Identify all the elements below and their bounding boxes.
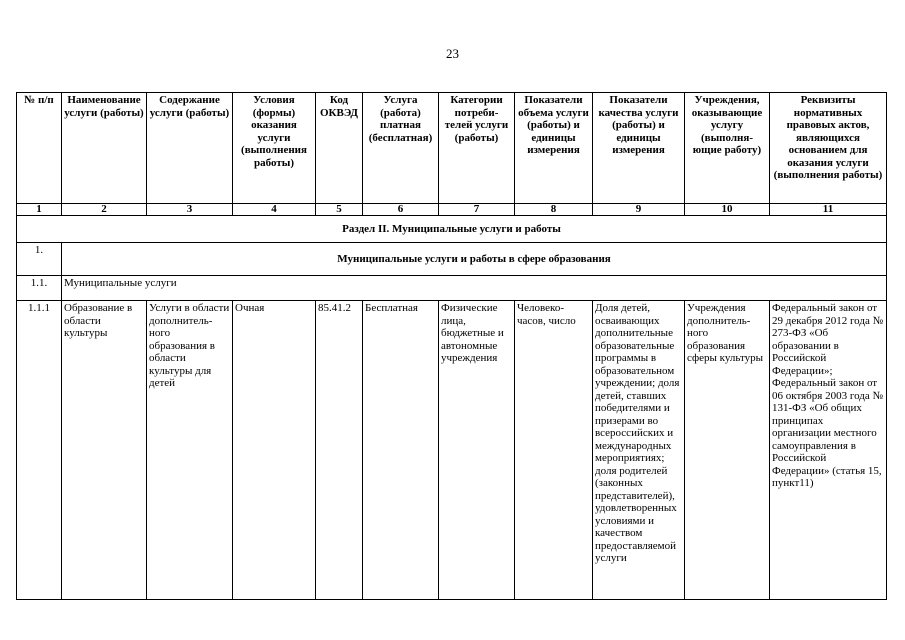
column-number: 2: [62, 204, 147, 216]
services-table: [16, 92, 887, 600]
section-title: Раздел II. Муниципальные услуги и работы: [17, 216, 887, 243]
column-number: 1: [17, 204, 62, 216]
column-number: 7: [439, 204, 515, 216]
column-number: 3: [147, 204, 233, 216]
column-number: 11: [770, 204, 887, 216]
paid-status: Бесплатная: [363, 301, 439, 600]
column-number: 4: [233, 204, 316, 216]
consumer-categories: Физические лица, бюджетные и автономные учреждения: [439, 301, 515, 600]
page-number: 23: [446, 46, 459, 61]
row-number: 1.1.1: [17, 301, 62, 600]
header-cell-volume: Показатели объема услуги (работы) и единицы измерения: [515, 93, 593, 204]
header-cell-institutions: Учреждения, оказывающие услугу (выполня-ющие работу): [685, 93, 770, 204]
quality-indicators: Доля детей, осваивающих дополнительные образовательные программы в образовательном учреждении; доля детей, ставших победителями и призерами во всероссийских и международных мероприятиях; доля родителей (законных представителей), удовлетворенных условиями и качеством предоставляемой услуги: [593, 301, 685, 600]
subsubsection-title: Муниципальные услуги: [62, 276, 887, 301]
subsubsection-row: [17, 276, 887, 301]
column-number: 6: [363, 204, 439, 216]
column-number: 5: [316, 204, 363, 216]
header-cell-consumers: Категории потреби-телей услуги (работы): [439, 93, 515, 204]
column-number: 10: [685, 204, 770, 216]
service-name: Образование в области культуры: [62, 301, 147, 600]
header-cell-legal-acts: Реквизиты нормативных правовых актов, являющихся основанием для оказания услуги (выполнения работы): [770, 93, 887, 204]
providing-institutions: Учреждения дополнитель-ного образования сферы культуры: [685, 301, 770, 600]
service-form: Очная: [233, 301, 316, 600]
table-row: [17, 301, 887, 600]
header-cell-okved: Код ОКВЭД: [316, 93, 363, 204]
header-cell-paid: Услуга (работа) платная (бесплатная): [363, 93, 439, 204]
subsection-number: 1.: [17, 243, 62, 276]
okved-code: 85.41.2: [316, 301, 363, 600]
header-cell-form: Условия (формы) оказания услуги (выполнения работы): [233, 93, 316, 204]
header-cell-content: Содержание услуги (работы): [147, 93, 233, 204]
header-cell-number: № п/п: [17, 93, 62, 204]
service-content: Услуги в области дополнитель-ного образования в области культуры для детей: [147, 301, 233, 600]
subsection-row: [17, 243, 887, 276]
header-row: [17, 93, 887, 204]
column-number: 9: [593, 204, 685, 216]
section-row: [17, 216, 887, 243]
column-number-row: [17, 204, 887, 216]
column-number: 8: [515, 204, 593, 216]
header-cell-quality: Показатели качества услуги (работы) и единицы измерения: [593, 93, 685, 204]
subsection-title: Муниципальные услуги и работы в сфере образования: [62, 243, 887, 276]
legal-acts: Федеральный закон от 29 декабря 2012 года № 273-ФЗ «Об образовании в Российской Федерации»; Федеральный закон от 06 октября 2003 года № 131-ФЗ «Об общих принципах организации местного самоуправления в Российской Федерации» (статья 15, пункт11): [770, 301, 887, 600]
volume-indicators: Человеко-часов, число: [515, 301, 593, 600]
header-cell-name: Наименование услуги (работы): [62, 93, 147, 204]
subsubsection-number: 1.1.: [17, 276, 62, 301]
